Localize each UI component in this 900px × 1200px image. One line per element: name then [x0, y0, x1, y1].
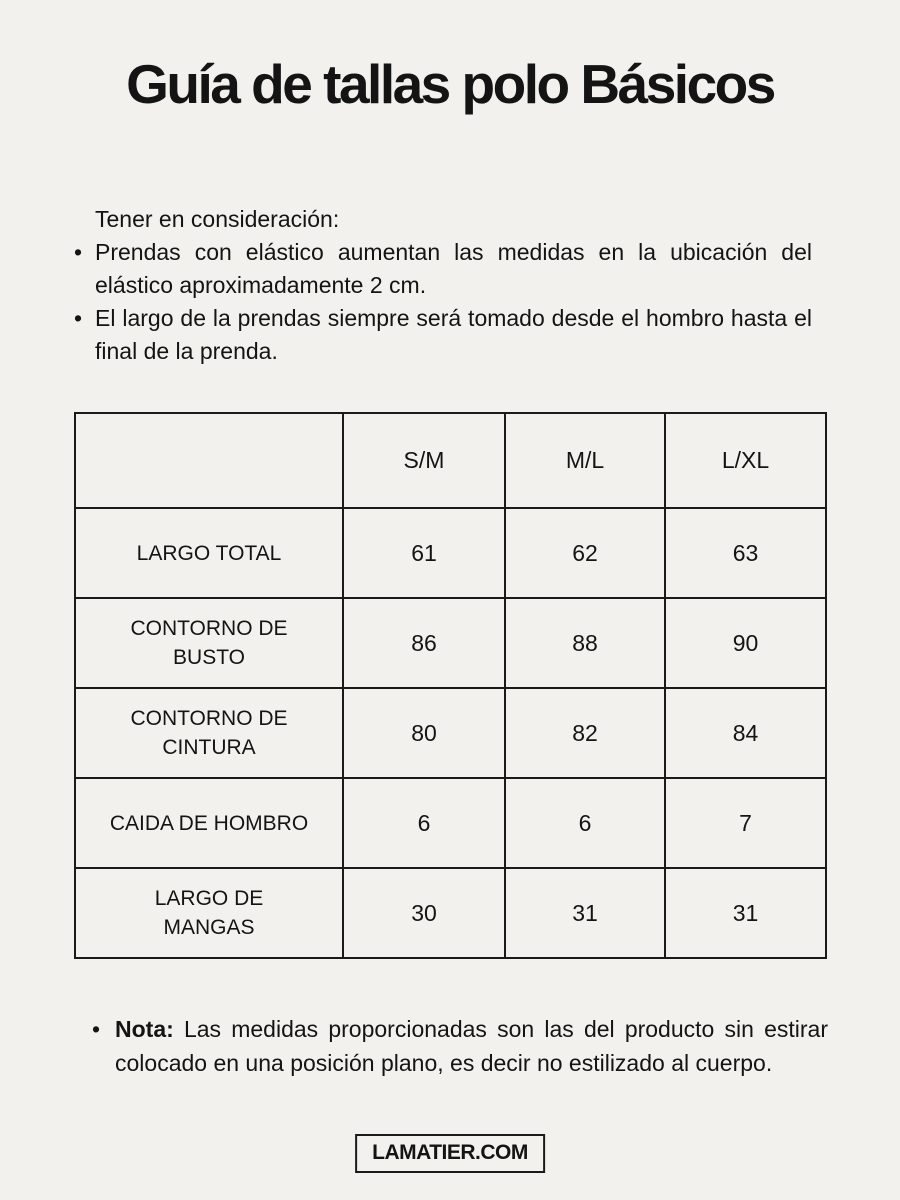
note-item: [90, 1012, 828, 1080]
note-text: Las medidas proporcionadas son las del producto sin estirar colocado en una posición plano, es decir no estilizado al cuerpo.: [115, 1016, 828, 1076]
column-header-sm: S/M: [343, 413, 505, 508]
consideration-item: [72, 302, 812, 368]
row-label: LARGO TOTAL: [75, 508, 343, 598]
cell-value: 6: [343, 778, 505, 868]
cell-value: 7: [665, 778, 826, 868]
table-header-row: [75, 413, 826, 508]
cell-value: 88: [505, 598, 665, 688]
row-label: CAIDA DE HOMBRO: [75, 778, 343, 868]
corner-cell: [75, 413, 343, 508]
consideration-text: El largo de la prendas siempre será tomado desde el hombro hasta el final de la prenda.: [95, 305, 812, 364]
row-label: CONTORNO DE CINTURA: [75, 688, 343, 778]
cell-value: 82: [505, 688, 665, 778]
cell-value: 6: [505, 778, 665, 868]
cell-value: 84: [665, 688, 826, 778]
note-section: [90, 1012, 828, 1080]
considerations-heading: Tener en consideración:: [95, 206, 340, 232]
brand-box: [355, 1134, 545, 1173]
cell-value: 63: [665, 508, 826, 598]
size-table-container: [74, 412, 827, 959]
considerations-section: [72, 203, 812, 368]
bullet-icon: •: [74, 305, 83, 331]
consideration-item: [72, 236, 812, 302]
bullet-icon: •: [74, 239, 83, 265]
table-row: [75, 778, 826, 868]
page-title: Guía de tallas polo Básicos: [126, 53, 774, 115]
cell-value: 30: [343, 868, 505, 958]
cell-value: 31: [505, 868, 665, 958]
row-label: CONTORNO DE BUSTO: [75, 598, 343, 688]
brand-text: LAMATIER.COM: [372, 1141, 528, 1164]
cell-value: 80: [343, 688, 505, 778]
row-label: LARGO DE MANGAS: [75, 868, 343, 958]
cell-value: 31: [665, 868, 826, 958]
cell-value: 90: [665, 598, 826, 688]
cell-value: 62: [505, 508, 665, 598]
table-row: [75, 688, 826, 778]
cell-value: 61: [343, 508, 505, 598]
table-row: [75, 598, 826, 688]
size-table: [74, 412, 827, 959]
note-label: Nota:: [115, 1016, 174, 1042]
consideration-text: Prendas con elástico aumentan las medidas en la ubicación del elástico aproximadamente 2 cm.: [95, 239, 812, 298]
cell-value: 86: [343, 598, 505, 688]
table-row: [75, 868, 826, 958]
column-header-lxl: L/XL: [665, 413, 826, 508]
table-row: [75, 508, 826, 598]
column-header-ml: M/L: [505, 413, 665, 508]
bullet-icon: •: [92, 1016, 101, 1042]
considerations-list: [72, 236, 812, 368]
